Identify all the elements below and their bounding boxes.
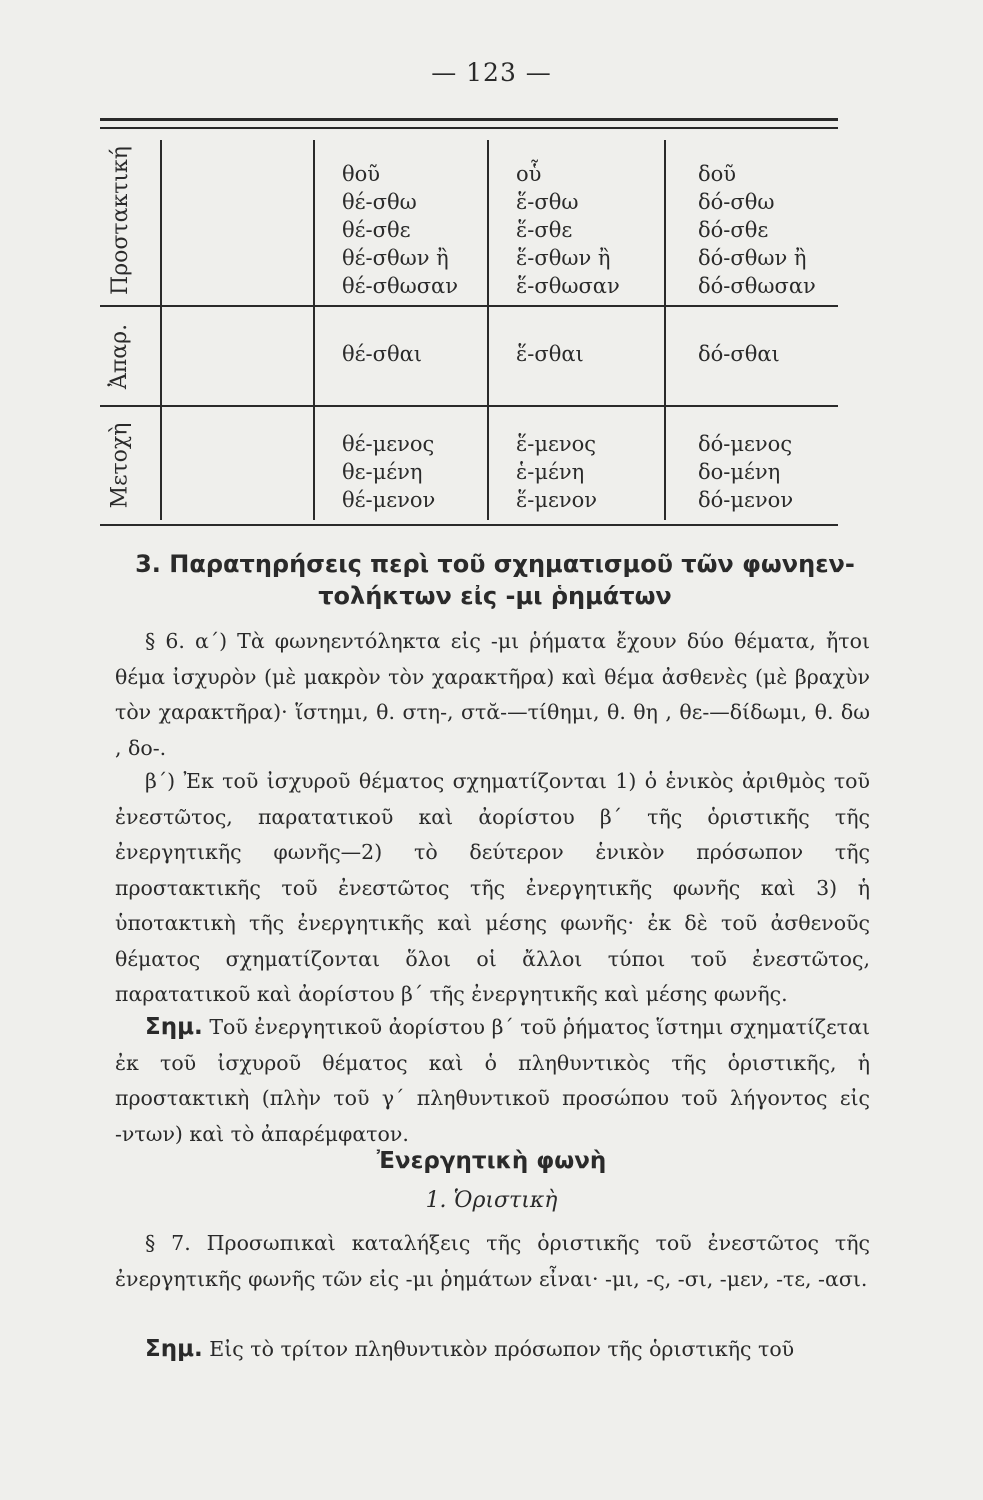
- column-divider-1: [313, 140, 315, 520]
- infinitive-didomi: δό-σθαι: [698, 342, 780, 366]
- participle-hiemi: ἕ-μενος ἑ-μένη ἕ-μενον: [516, 432, 598, 512]
- imperative-didomi: δοῦ δό-σθω δό-σθε δό-σθων ἢ δό-σθωσαν: [698, 162, 816, 298]
- column-divider-2: [487, 140, 489, 520]
- paragraph-6b: β΄) Ἐκ τοῦ ἰσχυροῦ θέματος σχηματίζονται 1) ὁ ἑνικὸς ἀριθμὸς τοῦ ἐνεστῶτος, παρατατικοῦ καὶ ἀορίστου β΄ τῆς ὁριστικῆς τῆς ἐνεργητικῆς φωνῆς—2) τὸ δεύτερον ἑνικὸν πρόσωπον τῆς προστακτικῆς τοῦ ἐνεστῶτος τῆς ἐνεργητικῆς φωνῆς καὶ 3) ἡ ὑποτακτικὴ τῆς ἐνεργητικῆς καὶ μέσης φωνῆς· ἐκ δὲ τοῦ ἀσθενοῦς θέματος σχηματίζονται ὅλοι οἱ ἄλλοι τύποι τοῦ ἐνεστῶτος, παρατατικοῦ καὶ ἀορίστου β΄ τῆς ἐνεργητικῆς καὶ μέσης φωνῆς.: [115, 769, 870, 1006]
- row-label-infinitive: Ἀπαρ.: [107, 323, 133, 389]
- table-bottom-rule: [100, 524, 838, 526]
- note-2: Σημ. Εἰς τὸ τρίτον πληθυντικὸν πρόσωπον τῆς ὁριστικῆς τοῦ: [145, 1336, 795, 1362]
- table-top-rule-inner: [100, 127, 838, 129]
- label-column-divider: [160, 140, 162, 520]
- row-label-participle: Μετοχὴ: [107, 422, 133, 508]
- row-divider-2: [100, 405, 838, 407]
- row-divider-1: [100, 305, 838, 307]
- infinitive-hiemi: ἕ-σθαι: [516, 342, 584, 366]
- participle-tithemi: θέ-μενος θε-μένη θέ-μενον: [342, 432, 436, 512]
- page-number: — 123 —: [431, 58, 552, 87]
- note-label: Σημ.: [145, 1014, 203, 1040]
- paragraph-7: § 7. Προσωπικαὶ καταλήξεις τῆς ὁριστικῆς τοῦ ἐνεστῶτος τῆς ἐνεργητικῆς φωνῆς τῶν εἰς -μι ῥημάτων εἶναι· -μι, -ς, -σι, -μεν, -τε, -ασι.: [115, 1231, 870, 1291]
- note-1: Σημ. Τοῦ ἐνεργητικοῦ ἀορίστου β΄ τοῦ ῥήματος ἵστημι σχηματίζεται ἐκ τοῦ ἰσχυροῦ θέματος καὶ ὁ πληθυντικὸς τῆς ὁριστικῆς, ἡ προστακτικὴ (πλὴν τοῦ γ΄ πληθυντικοῦ προσώπου τοῦ λήγοντος εἰς -ντων) καὶ τὸ ἀπαρέμφατον.: [115, 1014, 870, 1146]
- imperative-tithemi: θοῦ θέ-σθω θέ-σθε θέ-σθων ἢ θέ-σθωσαν: [342, 162, 459, 298]
- section-title: 3. Παρατηρήσεις περὶ τοῦ σχηματισμοῦ τῶν φωνηεν- τολήκτων εἰς -μι ῥημάτων: [135, 550, 855, 610]
- note-label: Σημ.: [145, 1336, 203, 1362]
- row-label-imperative: Προστακτική: [107, 145, 133, 295]
- participle-didomi: δό-μενος δο-μένη δό-μενον: [698, 432, 794, 512]
- heading-active-voice: Ἐνεργητικὴ φωνὴ: [376, 1148, 607, 1174]
- imperative-hiemi: οὗ ἕ-σθω ἕ-σθε ἕ-σθων ἢ ἕ-σθωσαν: [516, 162, 620, 298]
- paragraph-6a: § 6. α΄) Τὰ φωνηεντόληκτα εἰς -μι ῥήματα ἔχουν δύο θέματα, ἤτοι θέμα ἰσχυρὸν (μὲ μακρὸν τὸν χαρακτῆρα) καὶ θέμα ἀσθενὲς (μὲ βραχὺν τὸν χαρακτῆρα)· ἵστημι, θ. στη-, στᾰ-—τίθημι, θ. θη , θε-—δίδωμι, θ. δω , δο-.: [115, 629, 870, 760]
- heading-indicative: 1. Ὁριστικὴ: [425, 1188, 558, 1213]
- column-divider-3: [664, 140, 666, 520]
- table-top-rule: [100, 118, 838, 121]
- infinitive-tithemi: θέ-σθαι: [342, 342, 423, 366]
